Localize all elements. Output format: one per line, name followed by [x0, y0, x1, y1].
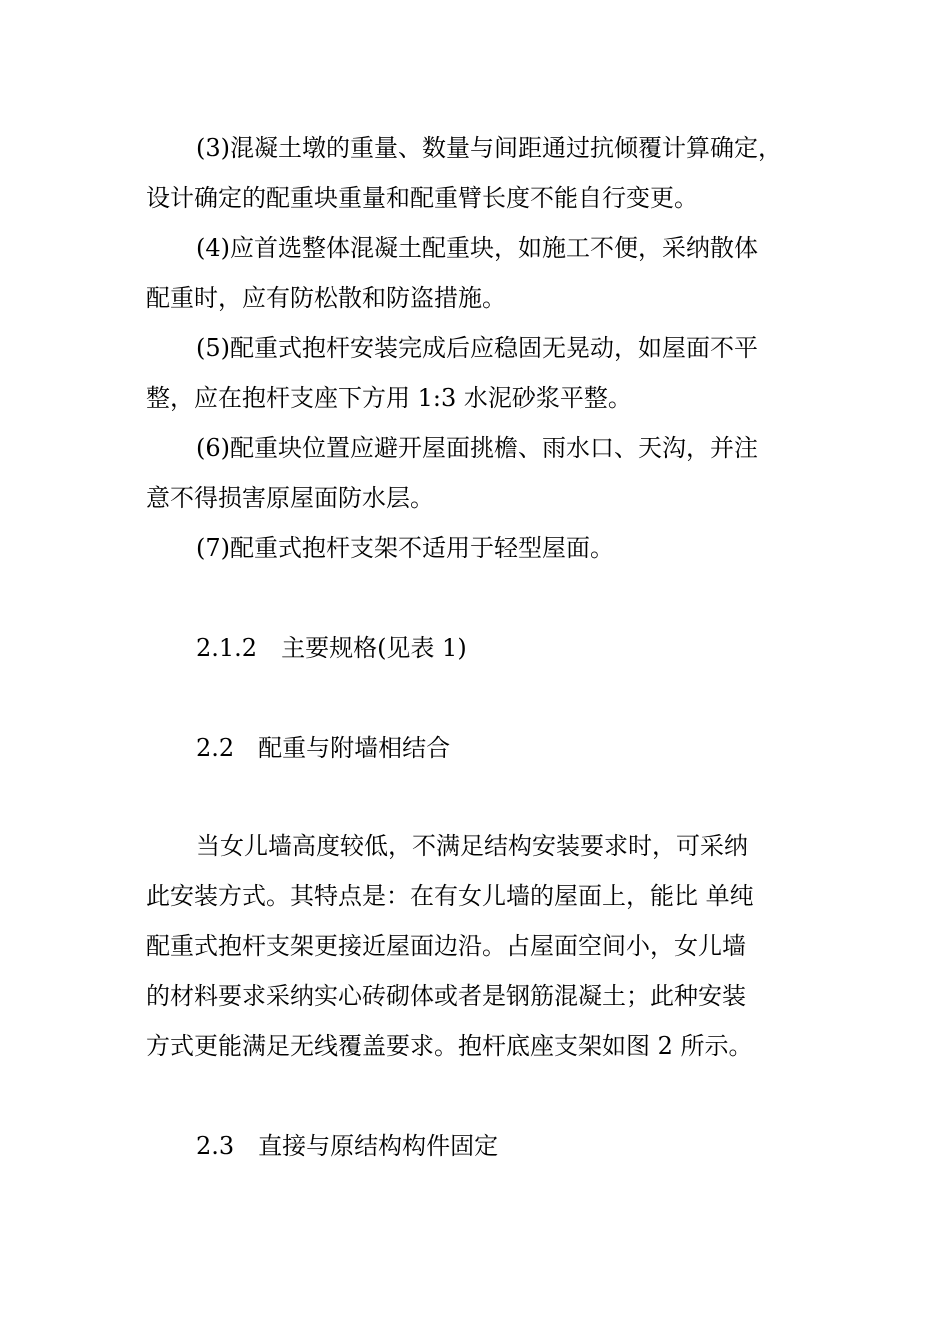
paragraph-line: (3)混凝土墩的重量、数量与间距通过抗倾覆计算确定，: [196, 134, 782, 162]
paragraph-line: 设计确定的配重块重量和配重臂长度不能自行变更。: [146, 184, 698, 212]
paragraph-line: (7)配重式抱杆支架不适用于轻型屋面。: [196, 534, 614, 562]
section-heading: 2.1.2 主要规格(见表 1): [196, 634, 467, 662]
section-heading: 2.2 配重与附墙相结合: [196, 734, 451, 762]
section-heading: 2.3 直接与原结构构件固定: [196, 1132, 499, 1160]
paragraph-line: 整，应在抱杆支座下方用 1:3 水泥砂浆平整。: [146, 384, 632, 412]
paragraph-line: 方式更能满足无线覆盖要求。抱杆底座支架如图 2 所示。: [146, 1032, 753, 1060]
paragraph-line: 意不得损害原屋面防水层。: [146, 484, 434, 512]
paragraph-line: 配重式抱杆支架更接近屋面边沿。占屋面空间小，女儿墙: [146, 932, 746, 960]
paragraph-line: 此安装方式。其特点是：在有女儿墙的屋面上，能比 单纯: [146, 882, 754, 910]
paragraph-line: (6)配重块位置应避开屋面挑檐、雨水口、天沟，并注: [196, 434, 758, 462]
paragraph-line: 的材料要求采纳实心砖砌体或者是钢筋混凝土；此种安装: [146, 982, 746, 1010]
paragraph-line: 当女儿墙高度较低，不满足结构安装要求时，可采纳: [196, 832, 748, 860]
paragraph-line: 配重时，应有防松散和防盗措施。: [146, 284, 506, 312]
paragraph-line: (5)配重式抱杆安装完成后应稳固无晃动，如屋面不平: [196, 334, 758, 362]
paragraph-line: (4)应首选整体混凝土配重块，如施工不便，采纳散体: [196, 234, 758, 262]
